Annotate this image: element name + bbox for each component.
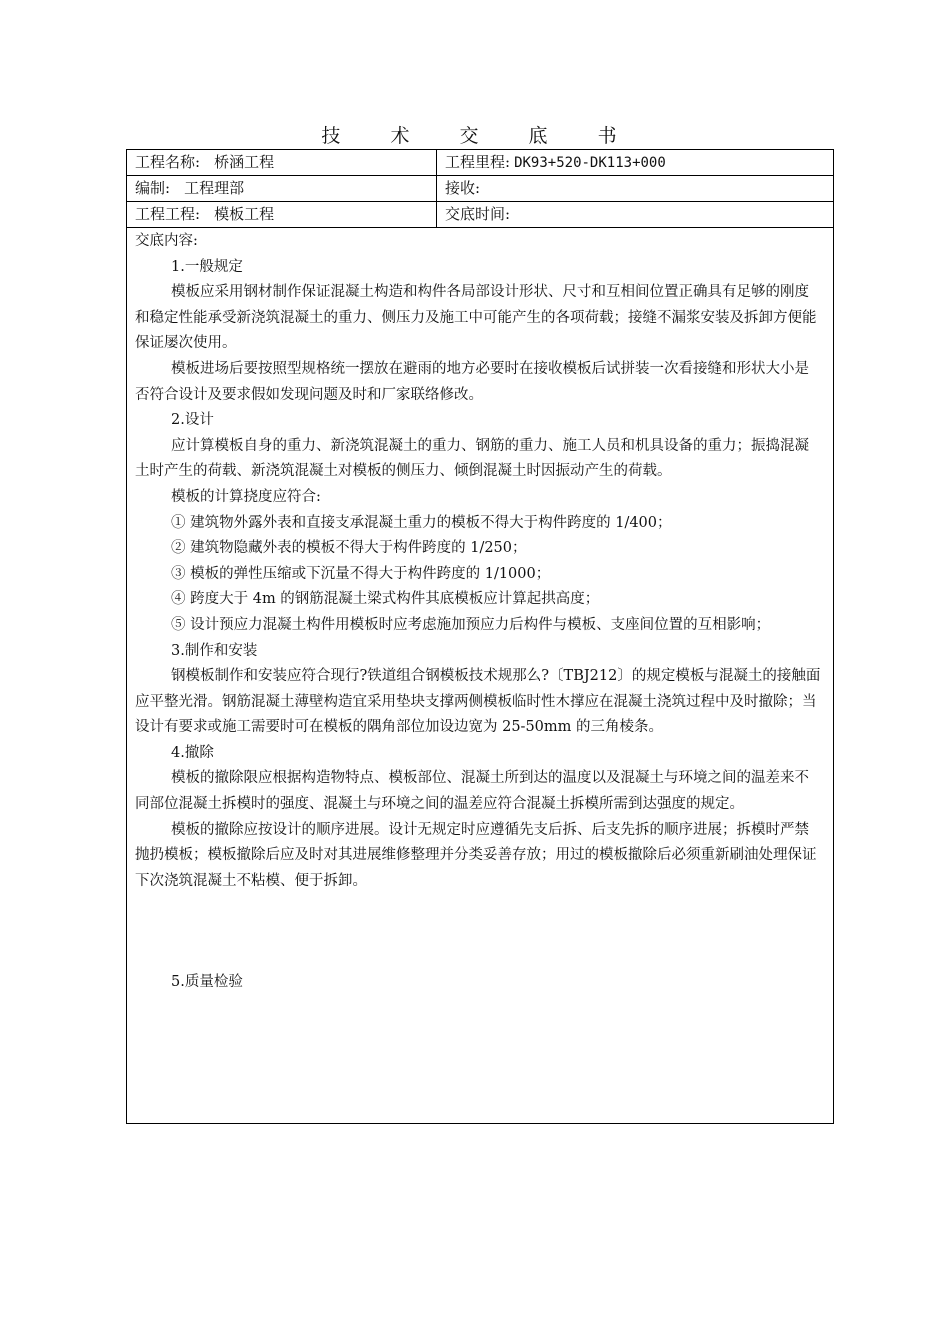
section-2-item-2: ② 建筑物隐藏外表的模板不得大于构件跨度的 1/250； xyxy=(171,540,527,557)
content-heading: 交底内容: xyxy=(135,233,198,249)
section-1-title: 1.一般规定 xyxy=(171,258,243,275)
section-2-item-3: ③ 模板的弹性压缩或下沉量不得大于构件跨度的 1/1000； xyxy=(171,565,551,582)
section-5-title: 5.质量检验 xyxy=(171,974,243,991)
project-name-label: 工程名称: xyxy=(135,153,201,171)
document-title: 技 术 交 底 书 xyxy=(321,125,639,147)
project-name-cell xyxy=(127,150,437,175)
section-3-paragraph-1: 钢模板制作和安装应符合现行?铁道组合钢模板技术规那么?〔TBJ212〕的规定模板与混凝土的接触面应平整光滑。钢筋混凝土薄壁构造宜采用垫块支撑两侧模板临时性木撑应在混凝土浇筑过程中及时撤除；当设计有要求或施工需要时可在模板的隅角部位加设边宽为 25-50mm 的三角棱条。 xyxy=(135,668,821,736)
compiler-label: 编制: xyxy=(135,179,171,197)
blank-space xyxy=(135,894,823,970)
receiver-cell xyxy=(437,176,833,201)
section-2-paragraph-2: 模板的计算挠度应符合: xyxy=(171,488,321,505)
work-cell xyxy=(127,202,437,227)
section-1-paragraph-2: 模板进场后要按照型规格统一摆放在避雨的地方必要时在接收模板后试拼装一次看接缝和形状大小是否符合设计及要求假如发现问题及时和厂家联络修改。 xyxy=(135,360,809,403)
section-4-paragraph-2: 模板的撤除应按设计的顺序进展。设计无规定时应遵循先支后拆、后支先拆的顺序进展；拆模时严禁抛扔模板；模板撤除后应及时对其进展维修整理并分类妥善存放；用过的模板撤除后必须重新刷油处理保证下次浇筑混凝土不粘模、便于拆卸。 xyxy=(135,821,817,889)
compiler-value: 工程理部 xyxy=(184,179,245,197)
header-row-3 xyxy=(127,202,833,228)
disclosure-sheet xyxy=(126,149,834,1124)
header-row-2 xyxy=(127,176,833,202)
section-1-paragraph-1: 模板应采用钢材制作保证混凝土构造和构件各局部设计形状、尺寸和互相间位置正确具有足够的刚度和稳定性能承受新浇筑混凝土的重力、侧压力及施工中可能产生的各项荷载；接缝不漏浆安装及拆卸方便能保证屡次使用。 xyxy=(135,284,817,352)
section-2-title: 2.设计 xyxy=(171,412,214,429)
section-2-item-4: ④ 跨度大于 4m 的钢筋混凝土梁式构件其底模板应计算起拱高度； xyxy=(171,591,600,608)
time-cell xyxy=(437,202,833,227)
mileage-value: DK93+520-DK113+000 xyxy=(514,155,666,171)
section-2-paragraph-1: 应计算模板自身的重力、新浇筑混凝土的重力、钢筋的重力、施工人员和机具设备的重力；振捣混凝土时产生的荷载、新浇筑混凝土对模板的侧压力、倾倒混凝土时因振动产生的荷载。 xyxy=(135,437,809,480)
section-3-title: 3.制作和安装 xyxy=(171,642,258,659)
project-name-value: 桥涵工程 xyxy=(214,153,275,171)
section-2-item-1: ① 建筑物外露外表和直接支承混凝土重力的模板不得大于构件跨度的 1/400； xyxy=(171,514,672,531)
time-label: 交底时间: xyxy=(445,205,511,223)
mileage-cell xyxy=(437,150,833,175)
section-4-paragraph-1: 模板的撤除限应根据构造物特点、模板部位、混凝土所到达的温度以及混凝土与环境之间的温差来不同部位混凝土拆模时的强度、混凝土与环境之间的温差应符合混凝土拆模所需到达强度的规定。 xyxy=(135,770,809,813)
mileage-label: 工程里程: xyxy=(445,153,511,171)
section-4-title: 4.撤除 xyxy=(171,744,214,761)
receiver-label: 接收: xyxy=(445,179,481,197)
disclosure-content xyxy=(127,229,833,996)
compiler-cell xyxy=(127,176,437,201)
header-row-1 xyxy=(127,150,833,176)
section-2-item-5: ⑤ 设计预应力混凝土构件用模板时应考虑施加预应力后构件与模板、支座间位置的互相影响； xyxy=(171,616,771,633)
work-value: 模板工程 xyxy=(214,205,275,223)
work-label: 工程工程: xyxy=(135,205,201,223)
